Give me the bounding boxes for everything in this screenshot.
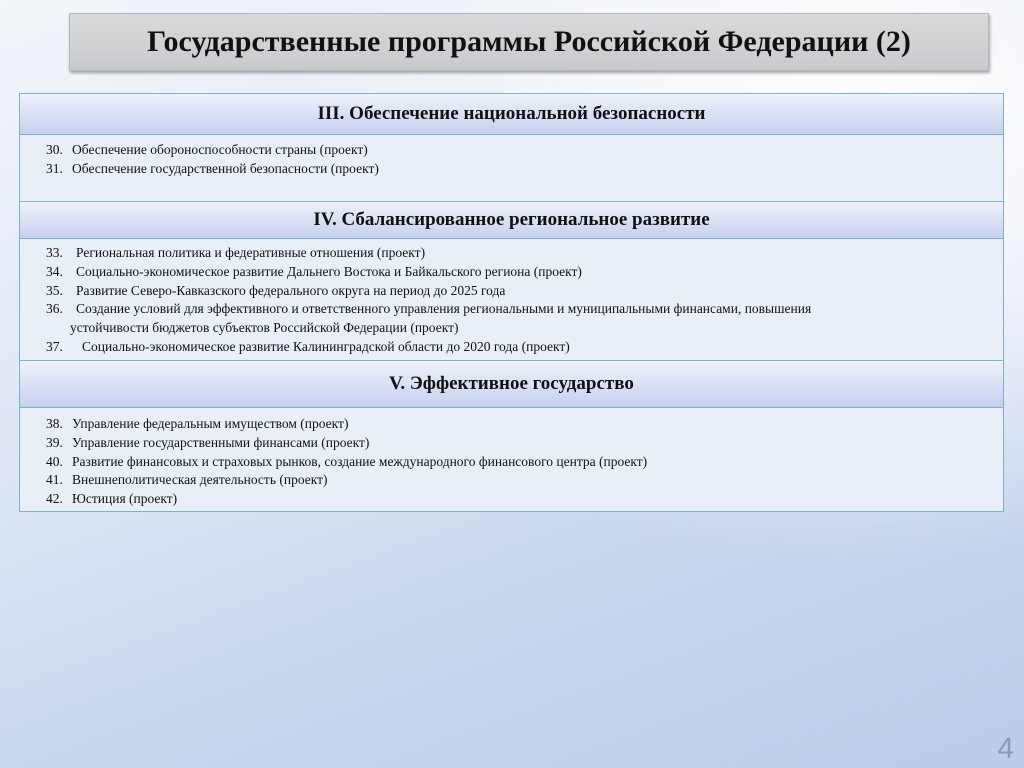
- item-number: 36.: [46, 301, 63, 317]
- item-number: 39.: [46, 434, 63, 450]
- item-text-continuation: устойчивости бюджетов субъектов Российской Федерации (проект): [70, 320, 459, 336]
- list-item: [46, 453, 993, 472]
- item-text: Внешнеполитическая деятельность (проект): [72, 472, 328, 488]
- item-text: Юстиция (проект): [72, 491, 178, 507]
- item-number: 33.: [46, 245, 63, 260]
- page-title: Государственные программы Российской Федерации (2): [147, 25, 911, 58]
- page-number: 4: [997, 732, 1014, 765]
- item-number: 42.: [46, 491, 63, 507]
- section-body-iv: [20, 239, 1003, 361]
- list-item: [46, 160, 993, 179]
- item-text: Обеспечение государственной безопасности (проект): [72, 160, 379, 176]
- list-item: [46, 338, 993, 357]
- item-text: Развитие Северо-Кавказского федерального округа на период до 2025 года: [76, 282, 506, 298]
- section-body-iii: [20, 135, 1003, 202]
- programs-table: [19, 93, 1004, 512]
- item-number: 34.: [46, 263, 63, 279]
- item-number: 30.: [46, 142, 63, 157]
- item-number: 41.: [46, 472, 63, 488]
- item-text: Обеспечение обороноспособности страны (проект): [72, 142, 368, 157]
- item-text: Социально-экономическое развитие Калининградской области до 2020 года (проект): [82, 338, 570, 354]
- item-text: Управление федеральным имуществом (проект): [72, 416, 349, 431]
- item-number: 31.: [46, 160, 63, 176]
- item-text: Управление государственными финансами (проект): [72, 434, 370, 450]
- item-number: 37.: [46, 338, 63, 354]
- item-number: 35.: [46, 282, 63, 298]
- list-item: [46, 471, 993, 490]
- list-item: [46, 282, 993, 301]
- title-box: [69, 13, 989, 71]
- item-text: Региональная политика и федеративные отношения (проект): [76, 245, 426, 260]
- section-header-v: V. Эффективное государство: [20, 361, 1003, 408]
- list-item: [46, 434, 993, 453]
- section-header-iv: IV. Сбалансированное региональное развитие: [20, 202, 1003, 239]
- list-item: [46, 490, 993, 509]
- list-item: [46, 263, 993, 282]
- list-item: [46, 244, 993, 263]
- item-text: Развитие финансовых и страховых рынков, создание международного финансового центра (проект): [72, 453, 648, 469]
- section-header-iii: III. Обеспечение национальной безопасности: [20, 94, 1003, 135]
- item-number: 38.: [46, 416, 63, 431]
- item-number: 40.: [46, 453, 63, 469]
- item-text: Социально-экономическое развитие Дальнего Востока и Байкальского региона (проект): [76, 263, 582, 279]
- list-item: [46, 300, 993, 319]
- section-body-v: [20, 408, 1003, 511]
- list-item: [46, 415, 993, 434]
- item-text: Создание условий для эффективного и ответственного управления региональными и муниципальными финансами, повышения: [76, 301, 812, 317]
- list-item: [46, 141, 993, 160]
